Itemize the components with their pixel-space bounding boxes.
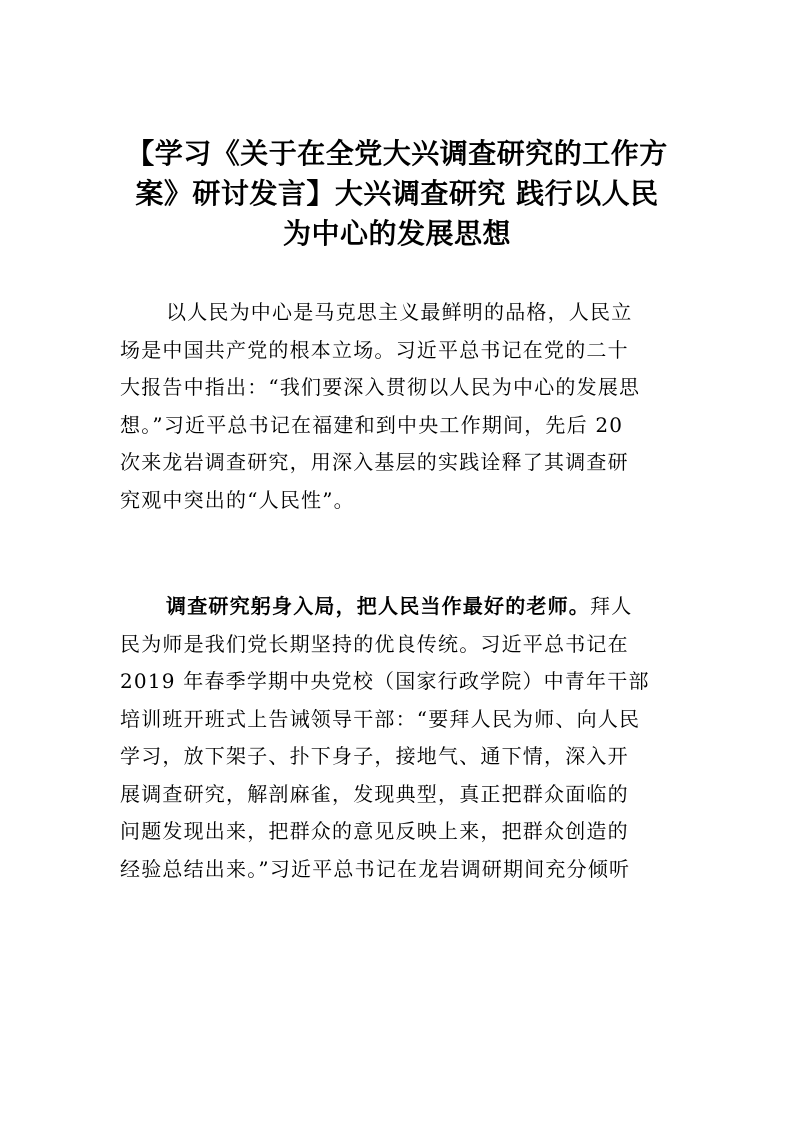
paragraph-line: 2019 年春季学期中央党校（国家行政学院）中青年干部 — [120, 669, 650, 693]
title-line: 【学习《关于在全党大兴调查研究的工作方 — [126, 137, 668, 170]
paragraph-line: 问题发现出来，把群众的意见反映上来，把群众创造的 — [120, 819, 629, 843]
paragraph-line: 场是中国共产党的根本立场。习近平总书记在党的二十 — [120, 337, 629, 362]
document-title — [112, 134, 682, 254]
paragraph-lead-heading: 调查研究躬身入局，把人民当作最好的老师。 — [166, 594, 590, 618]
paragraph-line: 想。”习近平总书记在福建和到中央工作期间，先后 20 — [120, 412, 624, 437]
title-line: 为中心的发展思想 — [282, 217, 511, 250]
paragraph-line: 经验总结出来。”习近平总书记在龙岩调研期间充分倾听 — [120, 856, 631, 881]
paragraph-line-rest: 拜人 — [590, 594, 633, 618]
paragraph-2 — [120, 588, 680, 888]
paragraph-line: 学习，放下架子、扑下身子，接地气、通下情，深入开 — [120, 744, 629, 768]
paragraph-line: 究观中突出的“人民性”。 — [120, 487, 355, 512]
paragraph-1 — [120, 294, 680, 519]
paragraph-line: 展调查研究，解剖麻雀，发现典型，真正把群众面临的 — [120, 781, 629, 806]
paragraph-line: 民为师是我们党长期坚持的优良传统。习近平总书记在 — [120, 631, 629, 656]
paragraph-line: 以人民为中心是马克思主义最鲜明的品格，人民立 — [166, 300, 633, 324]
title-line: 案》研讨发言】大兴调查研究 践行以人民 — [135, 177, 659, 210]
paragraph-line: 次来龙岩调查研究，用深入基层的实践诠释了其调查研 — [120, 450, 629, 474]
paragraph-line: 培训班开班式上告诫领导干部：“要拜人民为师、向人民 — [120, 706, 641, 731]
paragraph-line: 大报告中指出：“我们要深入贯彻以人民为中心的发展思 — [120, 375, 641, 399]
paragraph-first-line — [120, 588, 680, 626]
